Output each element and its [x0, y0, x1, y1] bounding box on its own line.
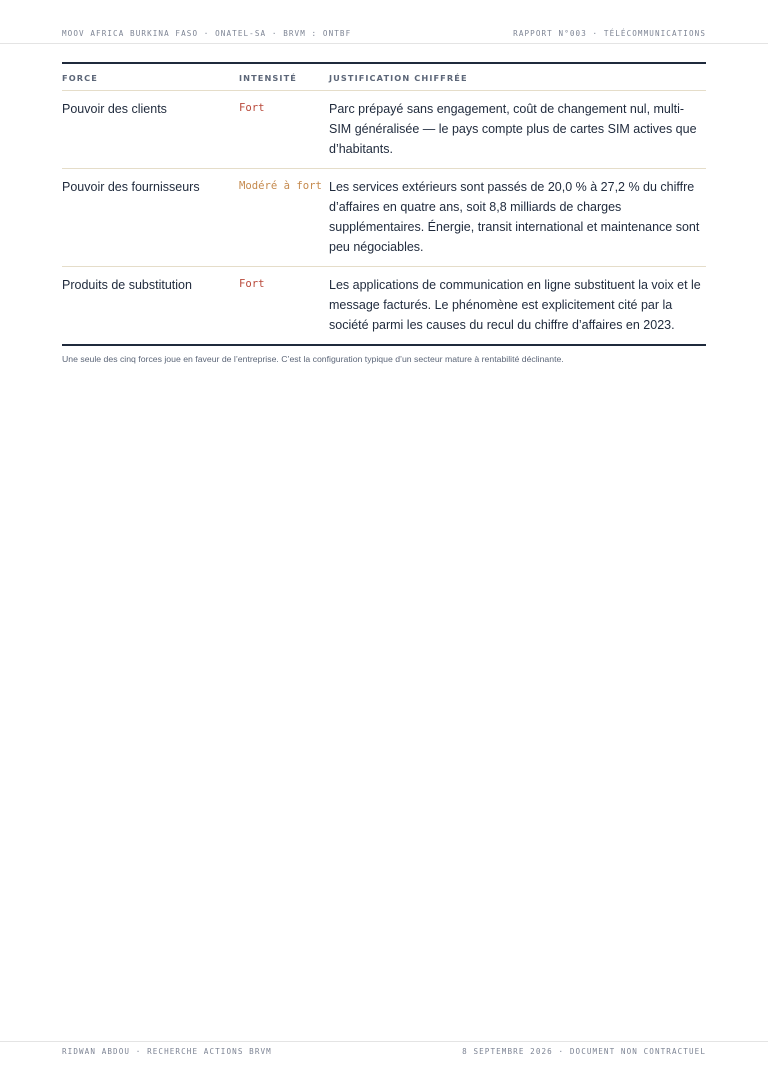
page-header [62, 29, 706, 38]
footer-divider [0, 1041, 768, 1042]
column-header-force: FORCE [62, 63, 239, 91]
table-header-row [62, 63, 706, 91]
justification-cell: Les applications de communication en ligne substituent la voix et le message facturés. Le phénomène est explicitement cité par la société parmi les causes du recul du chiffre d’affaires en 2023. [329, 278, 701, 332]
header-right-text: RAPPORT N°003 · TÉLÉCOMMUNICATIONS [513, 29, 706, 38]
justification-cell: Les services extérieurs sont passés de 20,0 % à 27,2 % du chiffre d’affaires en quatre ans, soit 8,8 milliards de charges supplémentaires. Énergie, transit international et maintenance sont peu négociables. [329, 169, 706, 267]
justification-cell: Parc prépayé sans engagement, coût de changement nul, multi-SIM généralisée — le pays compte plus de cartes SIM actives que d’habitants. [329, 91, 706, 169]
table-row [62, 169, 706, 267]
footer-left-text: RIDWAN ABDOU · RECHERCHE ACTIONS BRVM [62, 1047, 272, 1056]
intensity-cell: Fort [239, 91, 329, 169]
force-name-cell: Pouvoir des fournisseurs [62, 169, 239, 267]
column-header-intensity: INTENSITÉ [239, 63, 329, 91]
intensity-cell: Fort [239, 278, 265, 290]
intensity-cell: Modéré à fort [239, 169, 329, 267]
porter-forces-table [62, 62, 706, 346]
footer-right-text: 8 SEPTEMBRE 2026 · DOCUMENT NON CONTRACTUEL [462, 1047, 706, 1056]
force-name-cell: Pouvoir des clients [62, 91, 239, 169]
force-name-cell: Produits de substitution [62, 278, 192, 292]
header-left-text: MOOV AFRICA BURKINA FASO · ONATEL-SA · BRVM : ONTBF [62, 29, 352, 38]
column-header-justification: JUSTIFICATION CHIFFRÉE [329, 63, 706, 91]
table-row [62, 91, 706, 169]
header-divider [0, 43, 768, 44]
page-footer [62, 1047, 706, 1056]
table-footnote: Une seule des cinq forces joue en faveur de l’entreprise. C’est la configuration typique d’un secteur mature à rentabilité déclinante. [62, 354, 564, 364]
table-row [62, 267, 706, 346]
